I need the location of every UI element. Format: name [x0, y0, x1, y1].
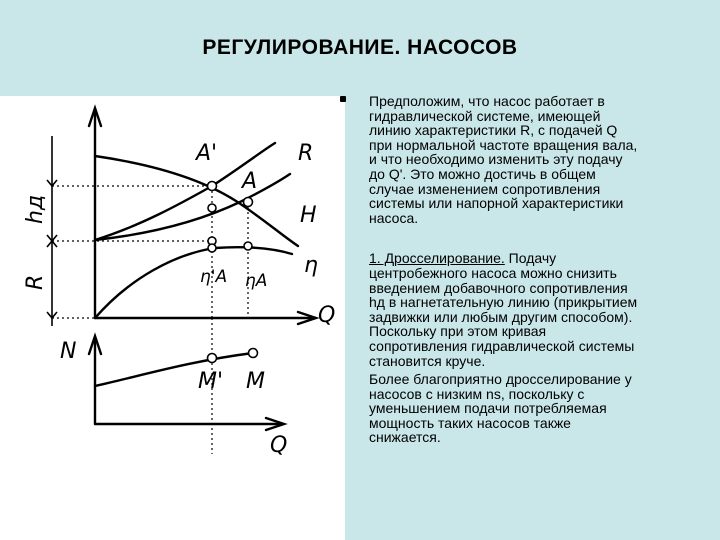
paragraph-low-ns: Более благоприятно дросселирование у насосов с низким ns, поскольку с уменьшением подачи потребляемая мощность таких насосов также снижается.: [369, 371, 632, 446]
label-A: A: [242, 169, 258, 194]
label-M: M: [246, 369, 265, 394]
label-Q-top: Q: [318, 303, 336, 328]
throttling-heading: 1. Дросселирование.: [369, 250, 505, 267]
pump-characteristics-figure: [0, 96, 345, 540]
paragraph-intro: Предположим, что насос работает в гидравлической системе, имеющей линию характеристики R, с подачей Q при нормальной частоте вращения вала, и что необходимо изменить эту подачу до Q'. Это можно достичь в общем случае изменением сопротивления системы или напорной характеристики насоса.: [340, 94, 718, 225]
label-eta-A: ηA: [245, 271, 268, 291]
label-H-curve: H: [300, 203, 317, 228]
label-R-axis: R: [23, 274, 48, 290]
slide-title: РЕГУЛИРОВАНИЕ. НАСОСОВ: [202, 36, 518, 59]
point-eta-A-prime: [208, 244, 216, 252]
label-eta-A-prime: η'A: [200, 267, 228, 287]
paragraph-throttling: 1. Дросселирование. Подачу центробежного насоса можно снизить введением добавочного сопротивления hд в нагнетательную линию (прикрытием задвижки или любым другим способом). Поскольку при этом кривая сопротивления гидравлической системы становится круче.: [369, 250, 638, 369]
label-N-axis: N: [60, 339, 77, 364]
point-eta-A: [244, 242, 252, 250]
point-M: [249, 349, 258, 358]
point-A: [244, 198, 253, 207]
power-curve-N: [95, 353, 253, 386]
label-h-d: hд: [23, 194, 48, 224]
label-A-prime: A': [196, 141, 218, 166]
label-eta-curve: η: [304, 253, 318, 278]
label-M-prime: M': [198, 369, 224, 394]
point-M-prime: [208, 354, 217, 363]
explanation-text: [340, 94, 718, 445]
label-R-curve: R: [298, 141, 314, 166]
point-A-prime-on-H: [208, 204, 216, 212]
label-Q-bottom: Q: [270, 433, 288, 458]
point-A-prime: [208, 182, 217, 191]
bullet-icon: [340, 96, 346, 102]
pump-curves-diagram: [0, 96, 345, 540]
head-curve-H: [95, 156, 298, 246]
